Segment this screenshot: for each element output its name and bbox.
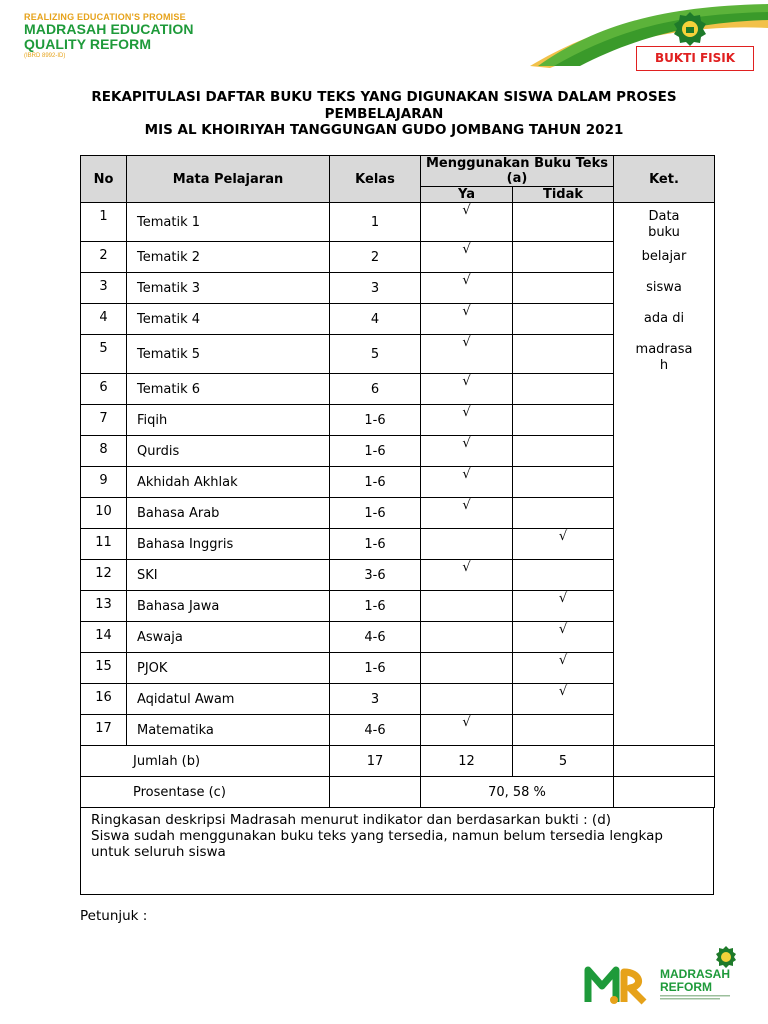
row-subject: Tematik 4 bbox=[127, 304, 330, 335]
ket-line: h bbox=[659, 358, 669, 373]
row-kelas: 3 bbox=[330, 684, 421, 715]
document-title: REKAPITULASI DAFTAR BUKU TEKS YANG DIGUNAKAN SISWA DALAM PROSES PEMBELAJARAN bbox=[91, 89, 677, 122]
row-no: 15 bbox=[81, 653, 127, 684]
row-tidak bbox=[513, 405, 614, 436]
row-tidak bbox=[513, 304, 614, 335]
header-tidak: Tidak bbox=[513, 187, 614, 203]
madrasah-reform-logo bbox=[584, 944, 744, 1006]
row-subject: Qurdis bbox=[127, 436, 330, 467]
header-kelas: Kelas bbox=[330, 156, 421, 203]
ket-line: Data bbox=[648, 209, 680, 224]
footer-logo-line1: MADRASAH bbox=[660, 967, 730, 981]
row-tidak bbox=[513, 335, 614, 374]
jumlah-ket bbox=[614, 746, 715, 777]
row-ya: √ bbox=[421, 436, 513, 467]
textbook-table bbox=[80, 155, 715, 808]
jumlah-row bbox=[81, 746, 715, 777]
row-no: 11 bbox=[81, 529, 127, 560]
row-kelas: 5 bbox=[330, 335, 421, 374]
row-kelas: 1-6 bbox=[330, 498, 421, 529]
row-no: 4 bbox=[81, 304, 127, 335]
row-ya bbox=[421, 684, 513, 715]
row-ya: √ bbox=[421, 405, 513, 436]
ket-line: belajar bbox=[641, 249, 687, 264]
logo-title-line2: QUALITY REFORM bbox=[24, 36, 152, 52]
row-ya bbox=[421, 591, 513, 622]
row-tidak: √ bbox=[513, 653, 614, 684]
logo-tagline: REALIZING EDUCATION'S PROMISE bbox=[24, 12, 186, 22]
row-subject: PJOK bbox=[127, 653, 330, 684]
row-no: 7 bbox=[81, 405, 127, 436]
row-tidak: √ bbox=[513, 529, 614, 560]
row-subject: Tematik 5 bbox=[127, 335, 330, 374]
row-kelas: 4 bbox=[330, 304, 421, 335]
row-tidak bbox=[513, 498, 614, 529]
row-subject: Aqidatul Awam bbox=[127, 684, 330, 715]
row-subject: Aswaja bbox=[127, 622, 330, 653]
row-subject: Fiqih bbox=[127, 405, 330, 436]
row-subject: Bahasa Jawa bbox=[127, 591, 330, 622]
row-ya: √ bbox=[421, 715, 513, 746]
row-tidak bbox=[513, 242, 614, 273]
row-subject: Akhidah Akhlak bbox=[127, 467, 330, 498]
row-tidak bbox=[513, 467, 614, 498]
row-tidak: √ bbox=[513, 591, 614, 622]
row-ya: √ bbox=[421, 335, 513, 374]
header-no: No bbox=[81, 156, 127, 203]
row-ya: √ bbox=[421, 242, 513, 273]
row-kelas: 1-6 bbox=[330, 405, 421, 436]
row-subject: Bahasa Arab bbox=[127, 498, 330, 529]
prosentase-label: Prosentase (c) bbox=[81, 777, 330, 808]
row-kelas: 1-6 bbox=[330, 436, 421, 467]
footer-logo-line2: REFORM bbox=[660, 980, 712, 994]
logo-project-code: (IBRD 8992-ID) bbox=[24, 53, 66, 59]
row-tidak bbox=[513, 374, 614, 405]
row-tidak bbox=[513, 273, 614, 304]
petunjuk-label: Petunjuk : bbox=[80, 908, 148, 924]
ket-note bbox=[614, 203, 715, 746]
prosentase-ket bbox=[614, 777, 715, 808]
row-kelas: 6 bbox=[330, 374, 421, 405]
row-kelas: 1-6 bbox=[330, 467, 421, 498]
ket-line: siswa bbox=[646, 280, 682, 295]
bukti-fisik-badge: BUKTI FISIK bbox=[636, 46, 754, 71]
row-no: 17 bbox=[81, 715, 127, 746]
jumlah-label: Jumlah (b) bbox=[81, 746, 330, 777]
row-no: 3 bbox=[81, 273, 127, 304]
row-no: 9 bbox=[81, 467, 127, 498]
row-no: 12 bbox=[81, 560, 127, 591]
row-kelas: 3-6 bbox=[330, 560, 421, 591]
jumlah-tidak: 5 bbox=[513, 746, 614, 777]
row-ya bbox=[421, 529, 513, 560]
row-tidak bbox=[513, 203, 614, 242]
row-subject: Tematik 6 bbox=[127, 374, 330, 405]
row-no: 1 bbox=[81, 203, 127, 242]
row-ya: √ bbox=[421, 203, 513, 242]
header-uses-book: Menggunakan Buku Teks (a) bbox=[421, 156, 614, 187]
summary-box bbox=[80, 807, 714, 895]
madrasah-reform-icon bbox=[584, 944, 744, 1006]
header-ya: Ya bbox=[421, 187, 513, 203]
row-kelas: 2 bbox=[330, 242, 421, 273]
row-tidak: √ bbox=[513, 622, 614, 653]
row-subject: Tematik 3 bbox=[127, 273, 330, 304]
document-subtitle: MIS AL KHOIRIYAH TANGGUNGAN GUDO JOMBANG TAHUN 2021 bbox=[144, 122, 624, 138]
prosentase-value: 70, 58 % bbox=[421, 777, 614, 808]
row-no: 16 bbox=[81, 684, 127, 715]
summary-text: Siswa sudah menggunakan buku teks yang tersedia, namun belum tersedia lengkap untuk seluruh siswa bbox=[91, 828, 663, 860]
row-subject: Matematika bbox=[127, 715, 330, 746]
row-ya: √ bbox=[421, 374, 513, 405]
header-ket: Ket. bbox=[614, 156, 715, 203]
row-kelas: 4-6 bbox=[330, 715, 421, 746]
row-kelas: 3 bbox=[330, 273, 421, 304]
ket-line: madrasa bbox=[635, 342, 693, 357]
ket-line: ada di bbox=[643, 311, 685, 326]
header-subject: Mata Pelajaran bbox=[127, 156, 330, 203]
row-ya: √ bbox=[421, 560, 513, 591]
row-tidak: √ bbox=[513, 684, 614, 715]
row-no: 2 bbox=[81, 242, 127, 273]
row-kelas: 1-6 bbox=[330, 653, 421, 684]
table-row bbox=[81, 203, 715, 242]
row-ya bbox=[421, 653, 513, 684]
row-ya: √ bbox=[421, 498, 513, 529]
jumlah-ya: 12 bbox=[421, 746, 513, 777]
row-tidak bbox=[513, 715, 614, 746]
header-logo bbox=[24, 12, 224, 59]
row-subject: SKI bbox=[127, 560, 330, 591]
prosentase-row bbox=[81, 777, 715, 808]
row-subject: Bahasa Inggris bbox=[127, 529, 330, 560]
row-no: 10 bbox=[81, 498, 127, 529]
row-subject: Tematik 1 bbox=[127, 203, 330, 242]
row-no: 14 bbox=[81, 622, 127, 653]
jumlah-kelas: 17 bbox=[330, 746, 421, 777]
row-kelas: 1-6 bbox=[330, 529, 421, 560]
row-ya: √ bbox=[421, 273, 513, 304]
row-ya: √ bbox=[421, 467, 513, 498]
row-subject: Tematik 2 bbox=[127, 242, 330, 273]
logo-title-line1: MADRASAH EDUCATION bbox=[24, 21, 194, 37]
summary-heading: Ringkasan deskripsi Madrasah menurut indikator dan berdasarkan bukti : (d) bbox=[91, 812, 612, 828]
row-no: 13 bbox=[81, 591, 127, 622]
row-kelas: 4-6 bbox=[330, 622, 421, 653]
row-kelas: 1-6 bbox=[330, 591, 421, 622]
row-no: 6 bbox=[81, 374, 127, 405]
row-tidak bbox=[513, 436, 614, 467]
row-ya: √ bbox=[421, 304, 513, 335]
ket-line: buku bbox=[648, 225, 680, 240]
row-kelas: 1 bbox=[330, 203, 421, 242]
row-no: 8 bbox=[81, 436, 127, 467]
prosentase-kelas bbox=[330, 777, 421, 808]
row-tidak bbox=[513, 560, 614, 591]
row-no: 5 bbox=[81, 335, 127, 374]
row-ya bbox=[421, 622, 513, 653]
